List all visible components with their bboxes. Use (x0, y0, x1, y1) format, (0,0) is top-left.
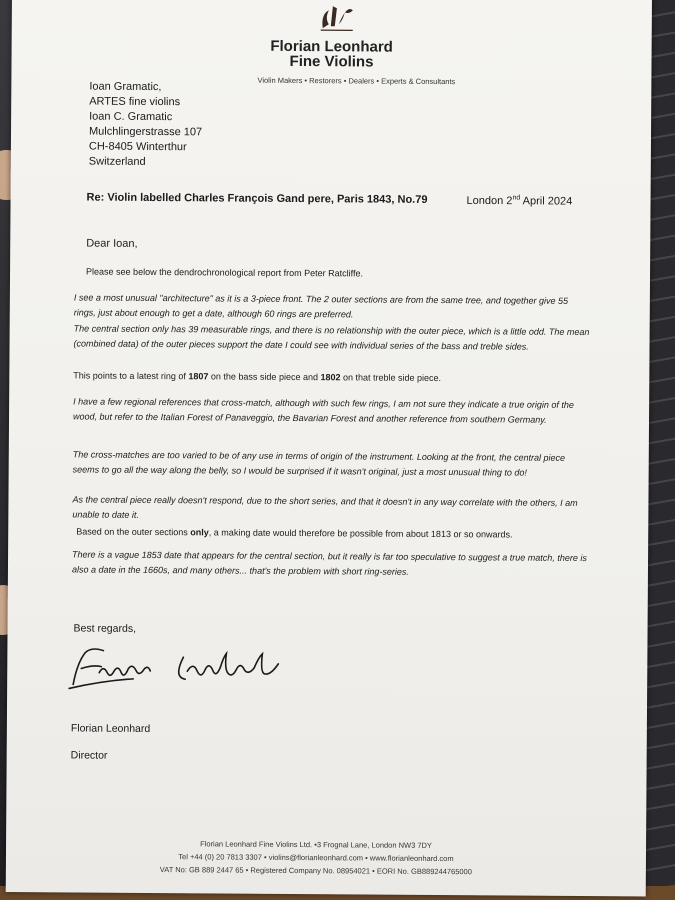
signature (63, 642, 323, 699)
subject-line: Re: Violin labelled Charles François Gand pere, Paris 1843, No.79 (86, 191, 428, 206)
recipient-line: ARTES fine violins (89, 95, 181, 109)
brand-name: Florian Leonhard (270, 37, 393, 56)
paragraph: This points to a latest ring of 1807 on the bass side piece and 1802 on that treble side piece. (73, 370, 442, 384)
paragraph: As the central piece really doesn't respond, due to the short series, and that it doesn't in any way correlate with the others, I am unable to date it. (72, 494, 578, 520)
paragraph: Based on the outer sections only, a making date would therefore be possible from about 1813 or so onwards. (76, 526, 513, 540)
paragraph: Please see below the dendrochronological report from Peter Ratcliffe. (86, 266, 364, 279)
logo-icon (317, 0, 357, 32)
recipient-line: Mulchlingerstrasse 107 (88, 125, 203, 139)
footer-registration: VAT No: GB 889 2447 65 • Registered Company No. 08954021 • EORI No. GB889244765000 (159, 865, 472, 877)
paragraph: I have a few regional references that cross-match, although with such few rings, I am not sure they indicate a true origin of the wood, but refer to the Italian Forest of Panaveggio, the Bavarian Forest and another reference from southern Germany. (73, 396, 574, 425)
closing: Best regards, (73, 622, 137, 635)
paragraph: The central section only has 39 measurable rings, and there is no relationship with the outer piece, which is a little odd. The mean (combined data) of the outer pieces support the date I could see with individual series of the bass and treble sides. (73, 323, 590, 352)
recipient-line: Ioan C. Gramatic (89, 110, 173, 124)
brand-subtitle: Fine Violins (289, 52, 374, 71)
recipient-line: Switzerland (88, 155, 146, 168)
footer-contact: Tel +44 (0) 20 7813 3307 • violins@florianleonhard.com • www.florianleonhard.com (178, 852, 454, 864)
paragraph: I see a most unusual "architecture" as it is a 3-piece front. The 2 outer sections are from the same tree, and together give 55 rings, just about enough to get a date, although 60 rings are preferred. (73, 292, 569, 320)
letter-date: London 2nd April 2024 (466, 194, 573, 208)
tagline: Violin Makers • Restorers • Dealers • Experts & Consultants (257, 75, 456, 87)
paragraph: There is a vague 1853 date that appears for the central section, but it really is far too speculative to suggest a true match, there is also a date in the 1660s, and many others... that's the problem with short ring-series. (71, 549, 587, 577)
paragraph: The cross-matches are too varied to be of any use in terms of origin of the instrument. Looking at the front, the central piece seems to go all the way along the belly, so I would be surprised if it wasn't original, just a most unusual thing to do! (72, 449, 566, 478)
signatory-title: Director (70, 749, 108, 762)
recipient-line: CH-8405 Winterthur (88, 140, 187, 154)
letter-page (6, 0, 652, 896)
recipient-line: Ioan Gramatic, (89, 80, 162, 94)
signatory-name: Florian Leonhard (70, 722, 151, 735)
footer-address: Florian Leonhard Fine Violins Ltd. •3 Frognal Lane, London NW3 7DY (200, 839, 432, 850)
salutation: Dear Ioan, (86, 237, 138, 250)
